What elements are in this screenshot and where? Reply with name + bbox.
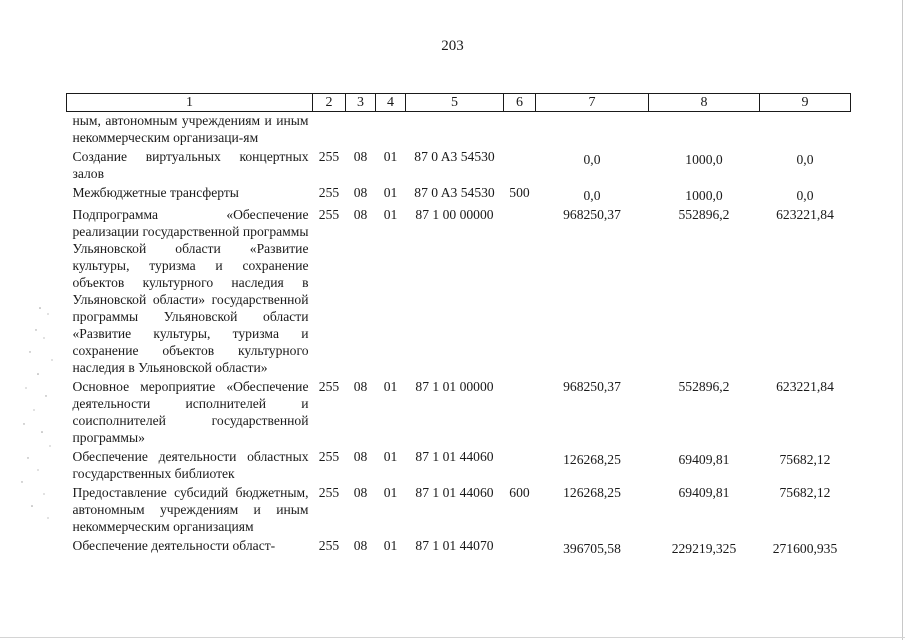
cell-amount-8: [649, 112, 760, 149]
cell-amount-9: 623221,84: [776, 207, 834, 222]
cell-amount-9: 0,0: [796, 152, 814, 167]
cell-amount-8: 229219,325: [671, 541, 737, 556]
cell-subsection: 01: [383, 185, 398, 200]
column-header: 8: [649, 94, 760, 112]
cell-target-code: 87 1 00 00000: [415, 207, 494, 222]
row-name: Обеспечение деятельности област-: [72, 538, 276, 553]
cell-expense-type: [504, 378, 536, 448]
row-name: Создание виртуальных концертных залов: [72, 149, 309, 181]
cell-amount-7: [536, 112, 649, 149]
cell-amount-8: 1000,0: [685, 188, 723, 203]
cell-expense-type: [504, 148, 536, 184]
cell-amount-9: 271600,935: [772, 541, 838, 556]
column-header: 5: [406, 94, 504, 112]
row-name: Предоставление субсидий бюджетным, автономным учреждениям и иным некоммерческим организациям: [72, 485, 309, 534]
table-row: [67, 148, 851, 184]
cell-gov-code: 255: [318, 207, 340, 222]
cell-amount-8: 552896,2: [678, 207, 730, 222]
cell-section: 08: [353, 538, 368, 553]
cell-expense-type: [504, 112, 536, 149]
cell-subsection: 01: [383, 449, 398, 464]
cell-target-code: [406, 112, 504, 149]
column-header: 7: [536, 94, 649, 112]
cell-amount-7: 0,0: [583, 188, 601, 203]
cell-section: 08: [353, 207, 368, 222]
column-header: 4: [376, 94, 406, 112]
cell-amount-9: 75682,12: [779, 485, 831, 500]
cell-subsection: 01: [383, 379, 398, 394]
cell-amount-8: 69409,81: [678, 452, 730, 467]
cell-gov-code: 255: [318, 538, 340, 553]
cell-target-code: 87 0 A3 54530: [414, 185, 495, 200]
table-row: [67, 184, 851, 206]
cell-subsection: 01: [383, 149, 398, 164]
cell-amount-7: 968250,37: [563, 379, 621, 394]
column-header: 9: [760, 94, 851, 112]
row-name: ным, автономным учреждениям и иным некоммерческим организаци-ям: [72, 113, 309, 145]
column-header: 6: [504, 94, 536, 112]
cell-expense-type: 500: [509, 185, 530, 200]
cell-target-code: 87 0 A3 54530: [414, 149, 495, 164]
cell-amount-9: [760, 112, 851, 149]
cell-section: 08: [353, 185, 368, 200]
cell-section: 08: [353, 485, 368, 500]
column-header: 2: [313, 94, 346, 112]
cell-expense-type: 600: [509, 485, 530, 500]
cell-gov-code: 255: [318, 485, 340, 500]
budget-table: [66, 93, 851, 559]
cell-target-code: 87 1 01 00000: [415, 379, 494, 394]
cell-target-code: 87 1 01 44060: [415, 449, 494, 464]
table-row: [67, 484, 851, 537]
cell-amount-8: 69409,81: [678, 485, 730, 500]
cell-subsection: 01: [383, 538, 398, 553]
cell-subsection: [376, 112, 406, 149]
cell-subsection: 01: [383, 207, 398, 222]
cell-amount-9: 623221,84: [776, 379, 834, 394]
cell-section: 08: [353, 149, 368, 164]
cell-section: 08: [353, 379, 368, 394]
table-row: [67, 378, 851, 448]
row-name: Межбюджетные трансферты: [72, 185, 239, 200]
cell-amount-9: 75682,12: [779, 452, 831, 467]
cell-target-code: 87 1 01 44070: [415, 538, 494, 553]
cell-gov-code: 255: [318, 449, 340, 464]
column-header: 1: [67, 94, 313, 112]
cell-gov-code: 255: [318, 185, 340, 200]
cell-amount-7: 396705,58: [563, 541, 621, 556]
row-name: Основное мероприятие «Обеспечение деятельности исполнителей и соисполнителей государственной программы»: [72, 379, 309, 445]
table-header-row: [67, 94, 851, 112]
cell-amount-9: 0,0: [796, 188, 814, 203]
cell-subsection: 01: [383, 485, 398, 500]
table-row: [67, 448, 851, 484]
table-row: [67, 537, 851, 559]
cell-gov-code: 255: [318, 149, 340, 164]
cell-target-code: 87 1 01 44060: [415, 485, 494, 500]
row-name: Обеспечение деятельности областных государственных библиотек: [72, 449, 309, 481]
cell-amount-8: 1000,0: [685, 152, 723, 167]
column-header: 3: [346, 94, 376, 112]
cell-expense-type: [504, 448, 536, 484]
table-row: [67, 206, 851, 378]
scan-edge-right: [899, 0, 905, 640]
cell-amount-7: 0,0: [583, 152, 601, 167]
cell-amount-8: 552896,2: [678, 379, 730, 394]
cell-section: 08: [353, 449, 368, 464]
cell-expense-type: [504, 537, 536, 559]
cell-amount-7: 126268,25: [563, 485, 621, 500]
scan-edge-bottom: [0, 634, 905, 640]
cell-gov-code: 255: [318, 379, 340, 394]
cell-amount-7: 126268,25: [563, 452, 621, 467]
page-number: 203: [441, 38, 464, 54]
row-name: Подпрограмма «Обеспечение реализации государственной программы Ульяновской области «Развитие культуры, туризма и сохранение объектов культурного наследия в Ульяновской области» государственной программы Ульяновской области «Развитие культуры, туризма и сохранение объектов культурного наследия в Ульяновской области»: [72, 207, 309, 375]
cell-expense-type: [504, 206, 536, 378]
scan-speckle: [18, 300, 58, 530]
cell-section: [346, 112, 376, 149]
cell-amount-7: 968250,37: [563, 207, 621, 222]
cell-gov-code: [313, 112, 346, 149]
table-row: [67, 112, 851, 149]
